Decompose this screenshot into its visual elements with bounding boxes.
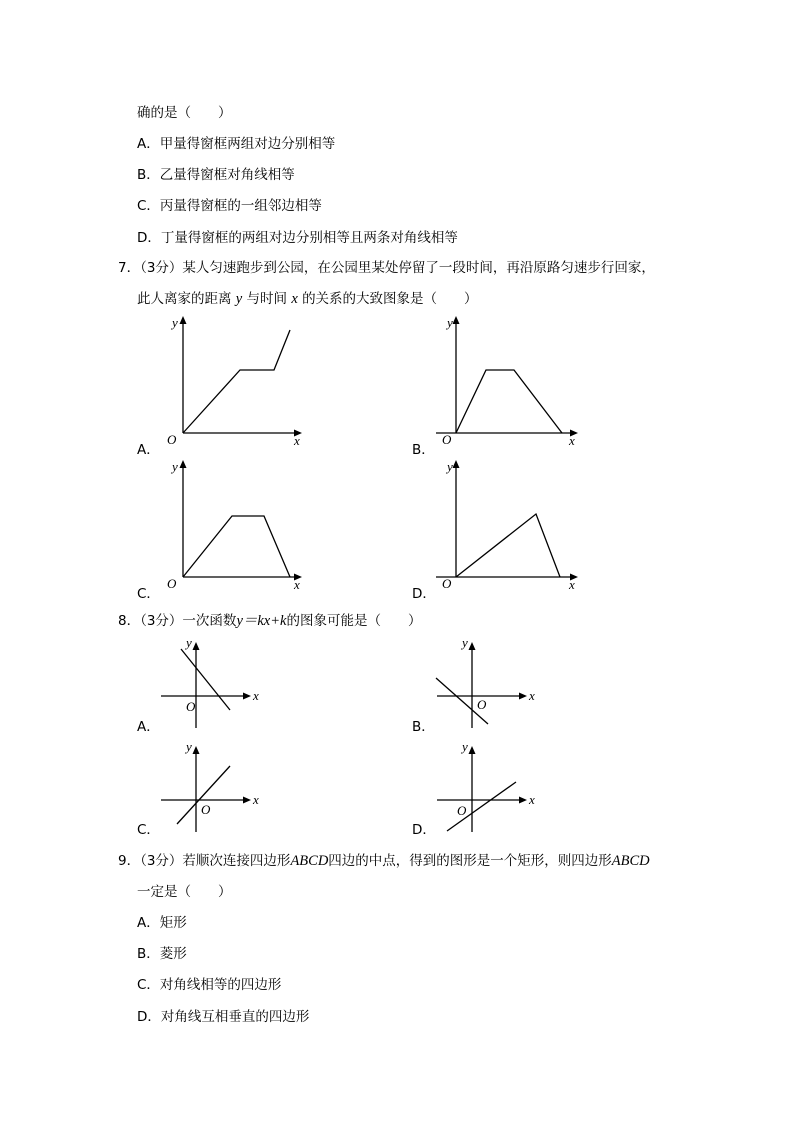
q8b-x-label: x bbox=[529, 688, 535, 703]
q7a-origin-label: O bbox=[167, 432, 177, 447]
q7-graph-b bbox=[426, 310, 596, 448]
q8d-y-label: y bbox=[462, 739, 468, 754]
q7-graph-d bbox=[426, 454, 596, 592]
q6-option-d: D．丁量得窗框的两组对边分别相等且两条对角线相等 bbox=[137, 230, 458, 246]
q7-label-c: C． bbox=[137, 586, 160, 602]
q9-option-d: D．对角线互相垂直的四边形 bbox=[137, 1009, 310, 1025]
q8d-origin-label: O bbox=[457, 803, 467, 818]
q8a-x-label: x bbox=[253, 688, 259, 703]
q7d-y-label: y bbox=[447, 459, 453, 474]
q8-graph-b bbox=[426, 632, 546, 732]
q9-option-a: A．矩形 bbox=[137, 915, 187, 931]
q9-option-b: B．菱形 bbox=[137, 946, 187, 962]
q7-graph-a bbox=[150, 310, 320, 448]
q9-option-c: C．对角线相等的四边形 bbox=[137, 977, 282, 993]
q7c-origin-label: O bbox=[167, 576, 177, 591]
q7b-origin-label: O bbox=[442, 432, 452, 447]
q6-option-b: B．乙量得窗框对角线相等 bbox=[137, 167, 295, 183]
q8a-y-label: y bbox=[186, 635, 192, 650]
q7b-y-label: y bbox=[447, 315, 453, 330]
q7-stem-line2: 此人离家的距离 y 与时间 x 的关系的大致图象是（ ） bbox=[137, 291, 478, 307]
q7-label-b: B． bbox=[412, 442, 435, 458]
q8c-x-label: x bbox=[253, 792, 259, 807]
q8b-origin-label: O bbox=[477, 697, 487, 712]
q6-option-a: A．甲量得窗框两组对边分别相等 bbox=[137, 136, 336, 152]
q8b-y-label: y bbox=[462, 635, 468, 650]
q7c-x-label: x bbox=[294, 577, 300, 592]
q8-stem: 8．（3分）一次函数y＝kx+k的图象可能是（ ） bbox=[118, 613, 422, 629]
q7-label-d: D． bbox=[412, 586, 436, 602]
q8-label-d: D． bbox=[412, 822, 436, 838]
q6-stem-tail: 确的是（ ） bbox=[137, 105, 232, 121]
q7-stem-line1: 7．（3分）某人匀速跑步到公园，在公园里某处停留了一段时间，再沿原路匀速步行回家， bbox=[118, 260, 655, 276]
q9-stem-line1: 9．（3分）若顺次连接四边形ABCD四边的中点，得到的图形是一个矩形，则四边形ABCD bbox=[118, 853, 650, 869]
q8-graph-a bbox=[150, 632, 270, 732]
q6-option-c: C．丙量得窗框的一组邻边相等 bbox=[137, 198, 322, 214]
q7-label-a: A． bbox=[137, 442, 160, 458]
q7d-origin-label: O bbox=[442, 576, 452, 591]
q8a-origin-label: O bbox=[186, 699, 196, 714]
q7-graph-c bbox=[150, 454, 320, 592]
q8-label-c: C． bbox=[137, 822, 160, 838]
q7d-x-label: x bbox=[569, 577, 575, 592]
q8-graph-d bbox=[426, 736, 546, 836]
q8-graph-c bbox=[150, 736, 270, 836]
q8-label-a: A． bbox=[137, 719, 160, 735]
q8d-x-label: x bbox=[529, 792, 535, 807]
q8c-y-label: y bbox=[186, 739, 192, 754]
q7a-x-label: x bbox=[294, 433, 300, 448]
q9-stem-line2: 一定是（ ） bbox=[137, 884, 232, 900]
q7c-y-label: y bbox=[172, 459, 178, 474]
q7a-y-label: y bbox=[172, 315, 178, 330]
q7b-x-label: x bbox=[569, 433, 575, 448]
q8c-origin-label: O bbox=[201, 802, 211, 817]
q8-label-b: B． bbox=[412, 719, 435, 735]
